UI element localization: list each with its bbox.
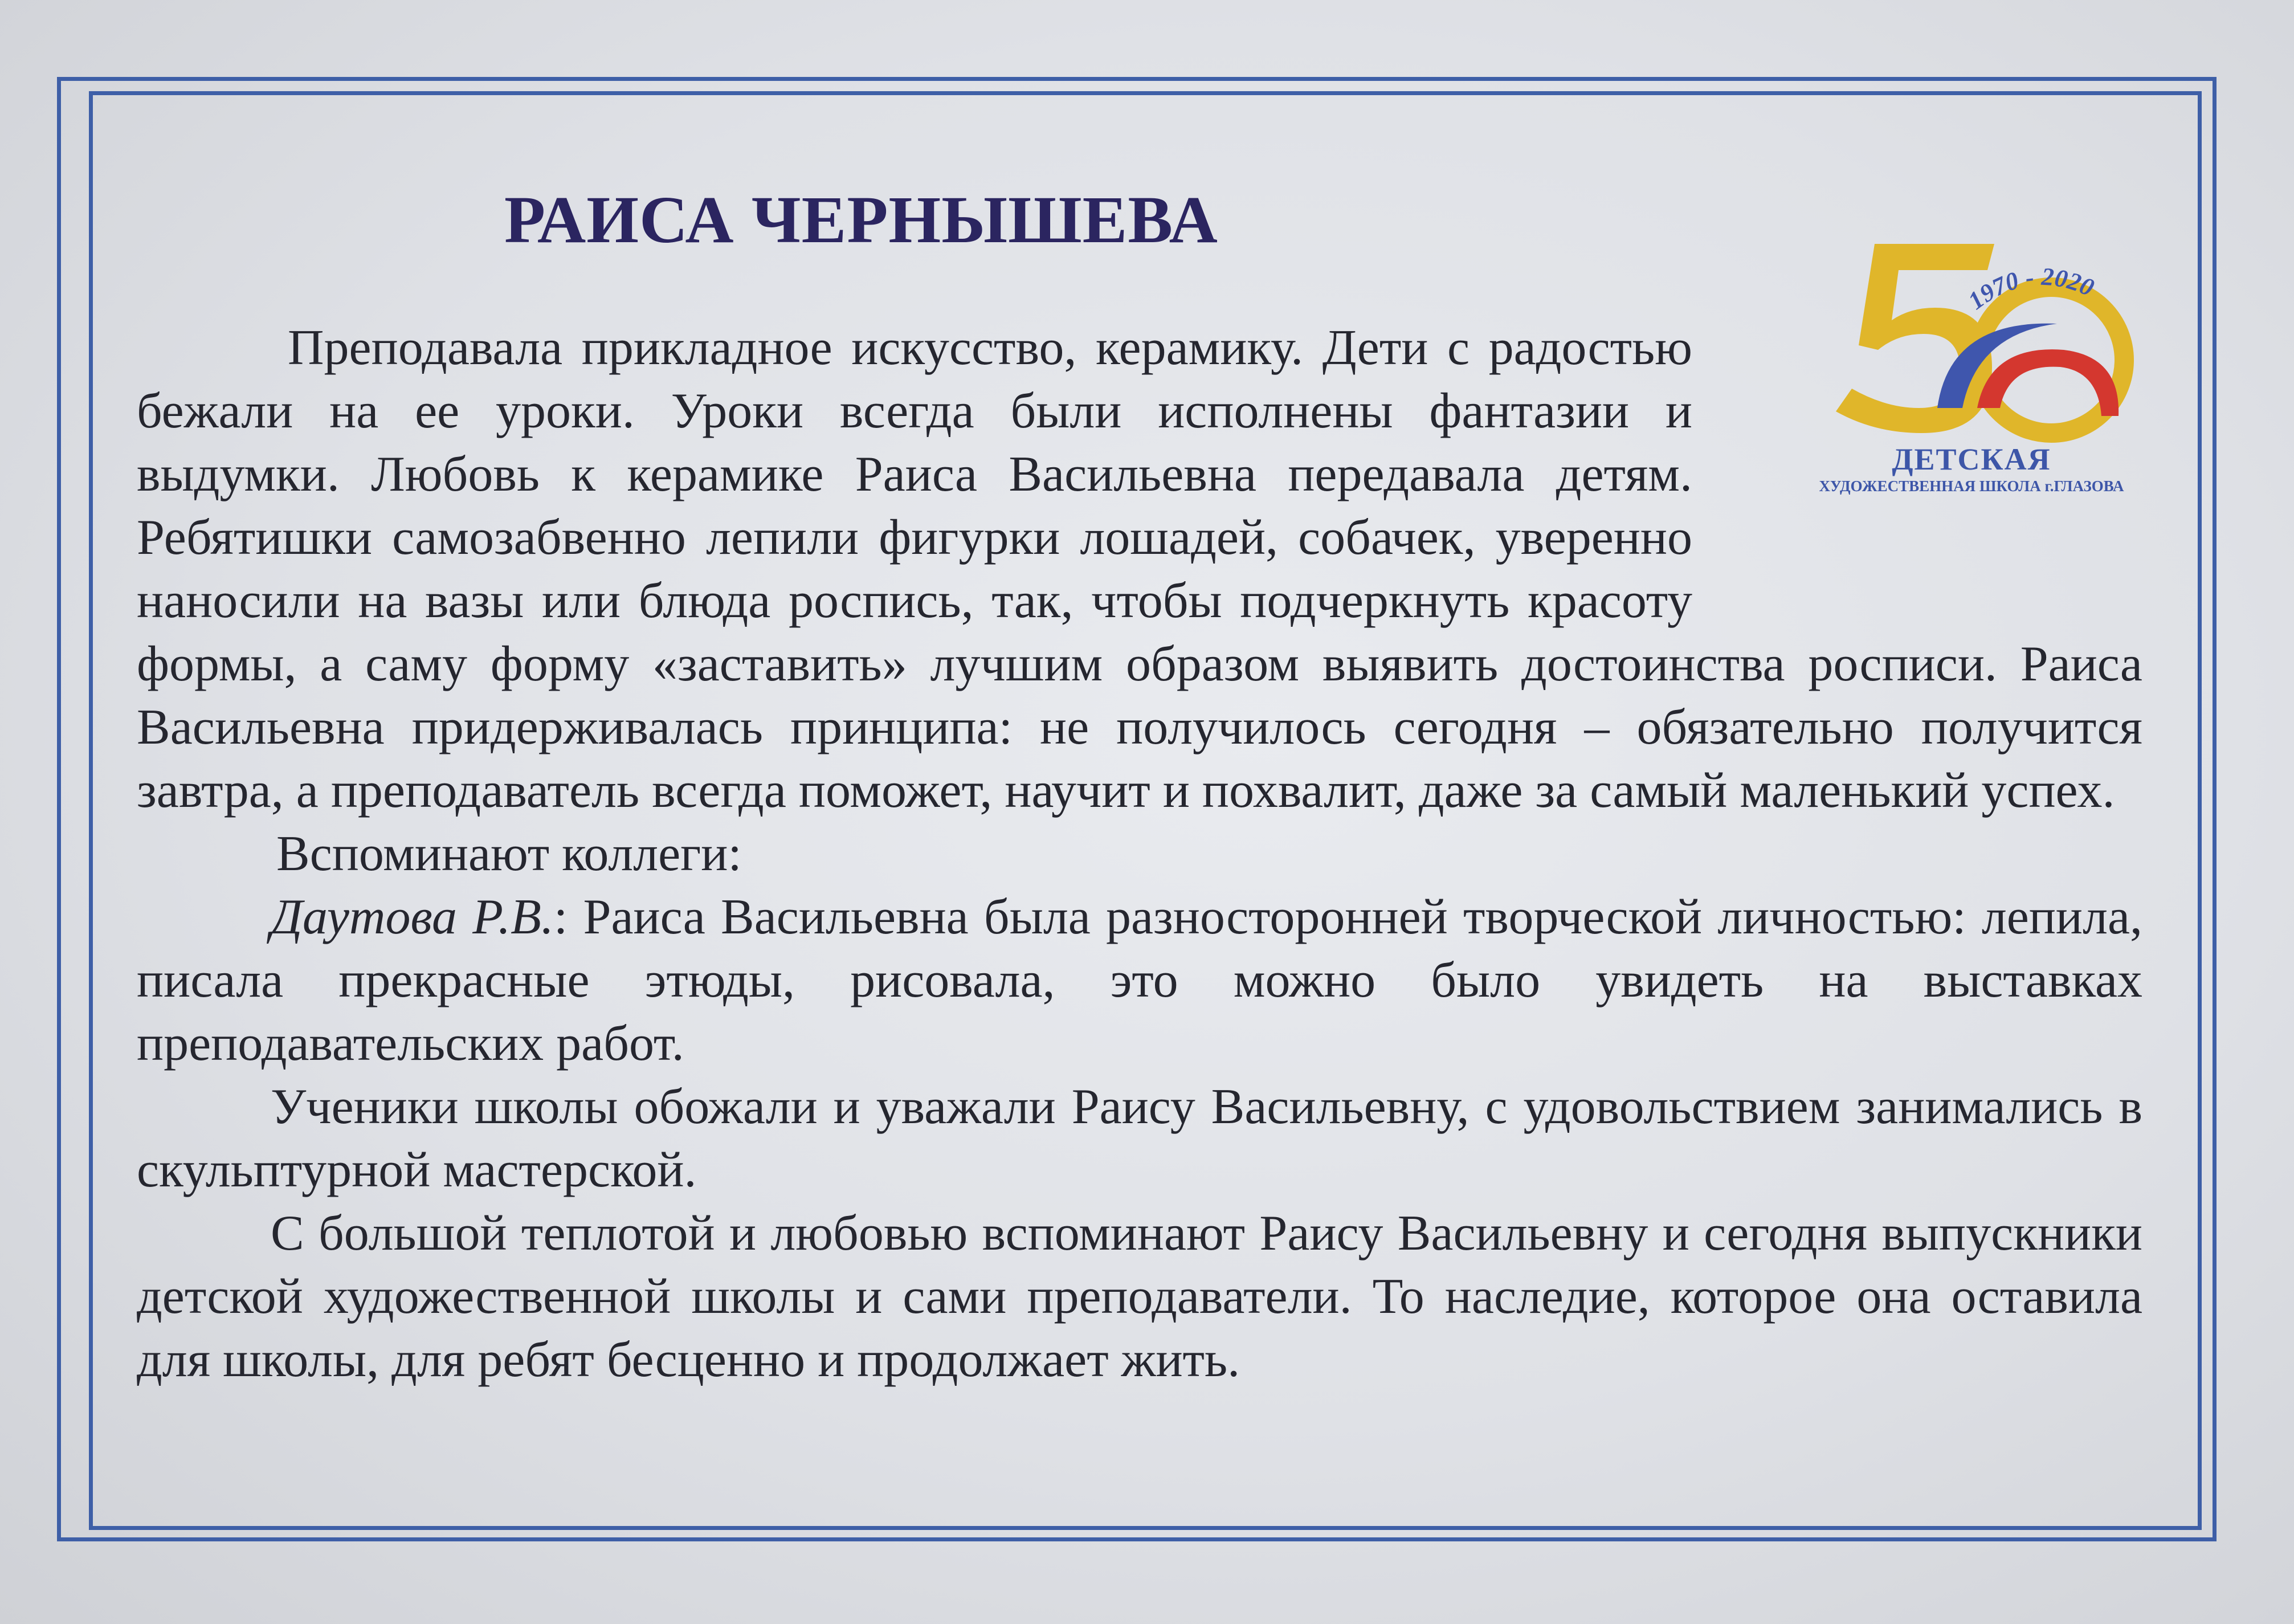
quote-author: Даутова Р.В. bbox=[271, 889, 554, 945]
logo-text-wrap-spacer bbox=[1692, 316, 2142, 633]
page-title: РАИСА ЧЕРНЫШЕВА bbox=[504, 182, 1218, 257]
logo-school-type: ДЕТСКАЯ bbox=[1892, 442, 2051, 476]
logo-school-name: ХУДОЖЕСТВЕННАЯ ШКОЛА г.ГЛАЗОВА bbox=[1819, 478, 2124, 495]
paragraph-colleagues-intro: Вспоминают коллеги: bbox=[276, 826, 742, 882]
article-body bbox=[137, 316, 2142, 1392]
logo-years: 1970 - 2020 bbox=[1962, 262, 2099, 315]
paragraph-colleague-quote bbox=[137, 886, 2142, 1075]
quote-text: Раиса Васильевна была разносторонней творческой личностью: лепила, писала прекрасные этюды, рисовала, это можно было увидеть на выставках преподавательских работ. bbox=[137, 889, 2143, 1071]
paragraph-legacy: С большой теплотой и любовью вспоминают Раису Васильевну и сегодня выпускники детской художественной школы и сами преподаватели. То наследие, которое она оставила для школы, для ребят бесценно и продолжает жить. bbox=[137, 1206, 2142, 1388]
quote-colon: : bbox=[553, 889, 568, 945]
paragraph-students: Ученики школы обожали и уважали Раису Васильевну, с удовольствием занимались в скульптурной мастерской. bbox=[137, 1079, 2142, 1198]
paragraph-teaching: Преподавала прикладное искусство, керамику. Дети с радостью бежали на ее уроки. Уроки всегда были исполнены фантазии и выдумки. Любовь к керамике Раиса Васильевна передавала детям. Ребятишки самозабвенно лепили фигурки лошадей, собачек, уверенно наносили на вазы или блюда роспись, так, чтобы подчеркнуть красоту формы, а саму форму «заставить» лучшим образом выявить достоинства росписи. Раиса Васильевна придерживалась принципа: не получилось сегодня – обязательно получится завтра, а преподаватель всегда поможет, научит и похвалит, даже за самый маленький успех. bbox=[137, 320, 2142, 818]
svg-text:1970 - 2020 bbox=[1963, 263, 2098, 315]
